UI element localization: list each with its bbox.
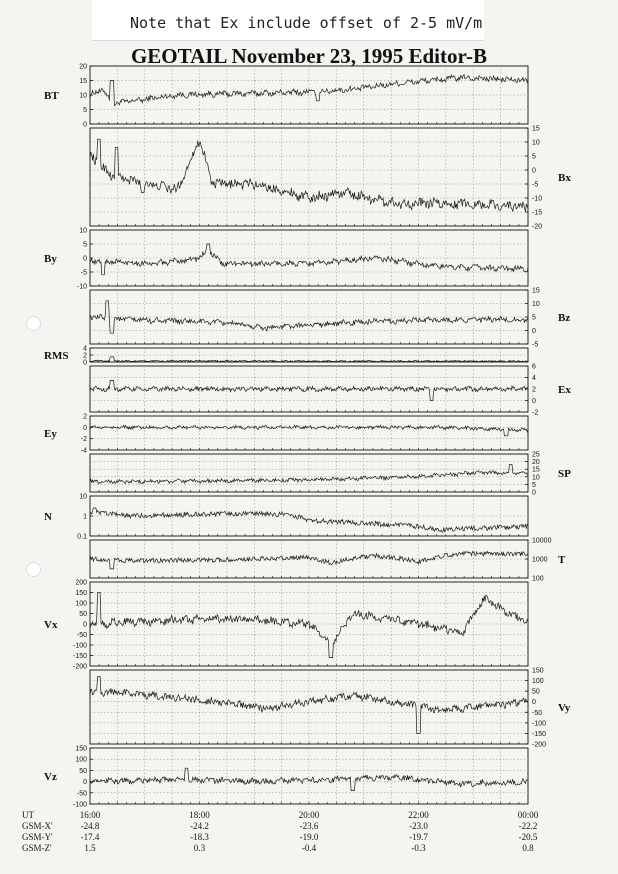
y-tick-label: 150 <box>75 590 87 597</box>
chart-title: GEOTAIL November 23, 1995 Editor-B <box>130 44 488 68</box>
y-tick-label: -15 <box>532 209 543 217</box>
y-tick-label: 5 <box>83 241 87 249</box>
y-tick-label: -5 <box>532 181 539 189</box>
panel-label-vy: Vy <box>558 702 571 714</box>
orbit-row-label: GSM-Y' <box>22 832 53 842</box>
panel-label-n: N <box>44 511 52 523</box>
y-tick-label: 5 <box>532 481 536 489</box>
y-tick-label: 10 <box>79 227 87 235</box>
panel-by <box>44 228 528 291</box>
y-tick-label: 5 <box>532 153 536 161</box>
y-tick-label: 2 <box>83 413 87 421</box>
x-tick-label: 00:00 <box>517 810 539 820</box>
orbit-value: -19.7 <box>409 832 428 842</box>
y-tick-label: -20 <box>532 223 543 231</box>
panel-bz <box>90 288 570 349</box>
y-tick-label: 10 <box>532 474 540 482</box>
panel-label-bz: Bz <box>558 312 571 324</box>
panel-vy <box>90 668 571 749</box>
y-tick-label: 4 <box>532 375 536 382</box>
y-tick-label: 10 <box>79 92 87 100</box>
y-tick-label: 0 <box>532 489 536 497</box>
panel-label-ex: Ex <box>558 384 571 396</box>
y-tick-label: 15 <box>532 125 540 133</box>
y-tick-label: 20 <box>532 459 540 467</box>
y-tick-label: 10 <box>79 493 87 501</box>
y-tick-label: -100 <box>72 642 87 650</box>
orbit-value: 1.5 <box>84 843 96 853</box>
panel-ey <box>44 414 528 455</box>
y-tick-label: -150 <box>72 653 87 660</box>
y-tick-label: 15 <box>532 287 540 295</box>
handwritten-note: Note that Ex include offset of 2-5 mV/m <box>130 14 483 32</box>
y-tick-label: 100 <box>532 575 544 583</box>
y-tick-label: -200 <box>72 663 87 671</box>
y-tick-label: 0 <box>83 621 87 629</box>
y-tick-label: -5 <box>532 341 539 349</box>
y-tick-label: 2 <box>532 386 536 394</box>
orbit-value: 0.8 <box>522 843 534 853</box>
y-tick-label: 15 <box>532 466 540 474</box>
y-tick-label: -100 <box>72 801 87 809</box>
y-tick-label: 100 <box>75 600 87 608</box>
y-tick-label: 1000 <box>532 556 548 564</box>
y-tick-label: 2 <box>83 352 87 360</box>
panel-vz <box>44 746 528 809</box>
y-tick-label: 4 <box>83 345 87 353</box>
orbit-value: -24.8 <box>80 821 100 831</box>
orbit-value: -0.3 <box>411 843 426 853</box>
orbit-value: -19.0 <box>299 832 319 842</box>
y-tick-label: -2 <box>80 436 87 444</box>
y-tick-label: 5 <box>83 107 87 114</box>
orbit-value: -22.2 <box>518 821 538 831</box>
panel-bx <box>90 126 571 231</box>
x-tick-label: 20:00 <box>298 810 320 820</box>
y-tick-label: 0 <box>83 779 87 787</box>
y-tick-label: 150 <box>532 667 544 675</box>
orbit-value: -23.0 <box>409 821 428 831</box>
orbit-value: -20.5 <box>518 832 538 842</box>
y-tick-label: 0 <box>532 167 536 175</box>
panel-ex <box>90 364 571 417</box>
panel-label-t: T <box>558 554 566 566</box>
y-tick-label: 0 <box>83 424 87 432</box>
panel-label-by: By <box>44 253 57 265</box>
y-tick-label: -5 <box>80 269 87 277</box>
orbit-value: -0.4 <box>301 843 317 853</box>
panel-n <box>44 494 528 541</box>
orbit-value: -24.2 <box>190 821 209 831</box>
x-tick-label: 22:00 <box>408 810 429 820</box>
series-line-bt <box>90 75 528 106</box>
orbit-value: -18.3 <box>190 832 209 842</box>
y-tick-label: 0 <box>532 328 536 335</box>
y-tick-label: 5 <box>532 314 536 322</box>
y-tick-label: -50 <box>532 709 543 717</box>
y-tick-label: -100 <box>532 720 547 728</box>
y-tick-label: 100 <box>75 756 87 764</box>
orbit-row-label: GSM-X' <box>22 821 53 831</box>
panel-label-rms: RMS <box>44 350 69 362</box>
y-tick-label: -50 <box>76 632 87 639</box>
orbit-value: -23.6 <box>299 821 319 831</box>
panel-label-bx: Bx <box>558 172 571 184</box>
y-tick-label: -2 <box>532 409 539 417</box>
panel-label-sp: SP <box>558 468 571 480</box>
y-tick-label: -10 <box>76 283 87 291</box>
y-tick-label: 0 <box>83 359 87 367</box>
y-tick-label: 50 <box>532 688 540 696</box>
y-tick-label: -4 <box>80 447 87 455</box>
panel-sp <box>90 452 571 497</box>
y-tick-label: 10 <box>532 301 540 308</box>
y-tick-label: 0 <box>83 255 87 263</box>
series-line-sp <box>90 465 528 484</box>
panel-bt <box>44 64 528 129</box>
y-tick-label: -150 <box>532 730 547 738</box>
panel-t <box>90 538 566 583</box>
panel-label-vz: Vz <box>44 771 57 783</box>
y-tick-label: -50 <box>76 790 87 798</box>
y-tick-label: 6 <box>532 363 536 371</box>
y-tick-label: 50 <box>79 767 87 775</box>
y-tick-label: 10 <box>532 139 540 147</box>
y-tick-label: 1 <box>83 513 87 521</box>
orbit-value: -17.4 <box>80 832 100 842</box>
x-tick-label: 16:00 <box>79 810 101 820</box>
panel-label-bt: BT <box>44 90 59 102</box>
orbit-value: 0.3 <box>193 843 206 853</box>
panel-vx <box>44 580 528 671</box>
y-tick-label: 50 <box>79 611 87 618</box>
y-tick-label: -200 <box>532 741 547 749</box>
orbit-row-label: UT <box>22 810 34 820</box>
y-tick-label: 0 <box>532 398 536 405</box>
series-line-ex <box>90 380 528 400</box>
panel-rms <box>44 346 528 367</box>
panel-label-vx: Vx <box>44 619 58 631</box>
y-tick-label: 20 <box>79 63 87 71</box>
y-tick-label: 10000 <box>532 537 552 545</box>
y-tick-label: 0.1 <box>77 533 87 541</box>
orbit-row-label: GSM-Z' <box>22 843 52 853</box>
y-tick-label: 150 <box>75 745 87 753</box>
y-tick-label: -10 <box>532 195 543 203</box>
y-tick-label: 25 <box>532 451 540 459</box>
y-tick-label: 15 <box>79 78 87 85</box>
y-tick-label: 100 <box>532 678 544 686</box>
x-tick-label: 18:00 <box>189 810 210 820</box>
y-tick-label: 200 <box>75 579 87 587</box>
y-tick-label: 0 <box>83 121 87 129</box>
y-tick-label: 0 <box>532 699 536 707</box>
panel-label-ey: Ey <box>44 428 57 440</box>
